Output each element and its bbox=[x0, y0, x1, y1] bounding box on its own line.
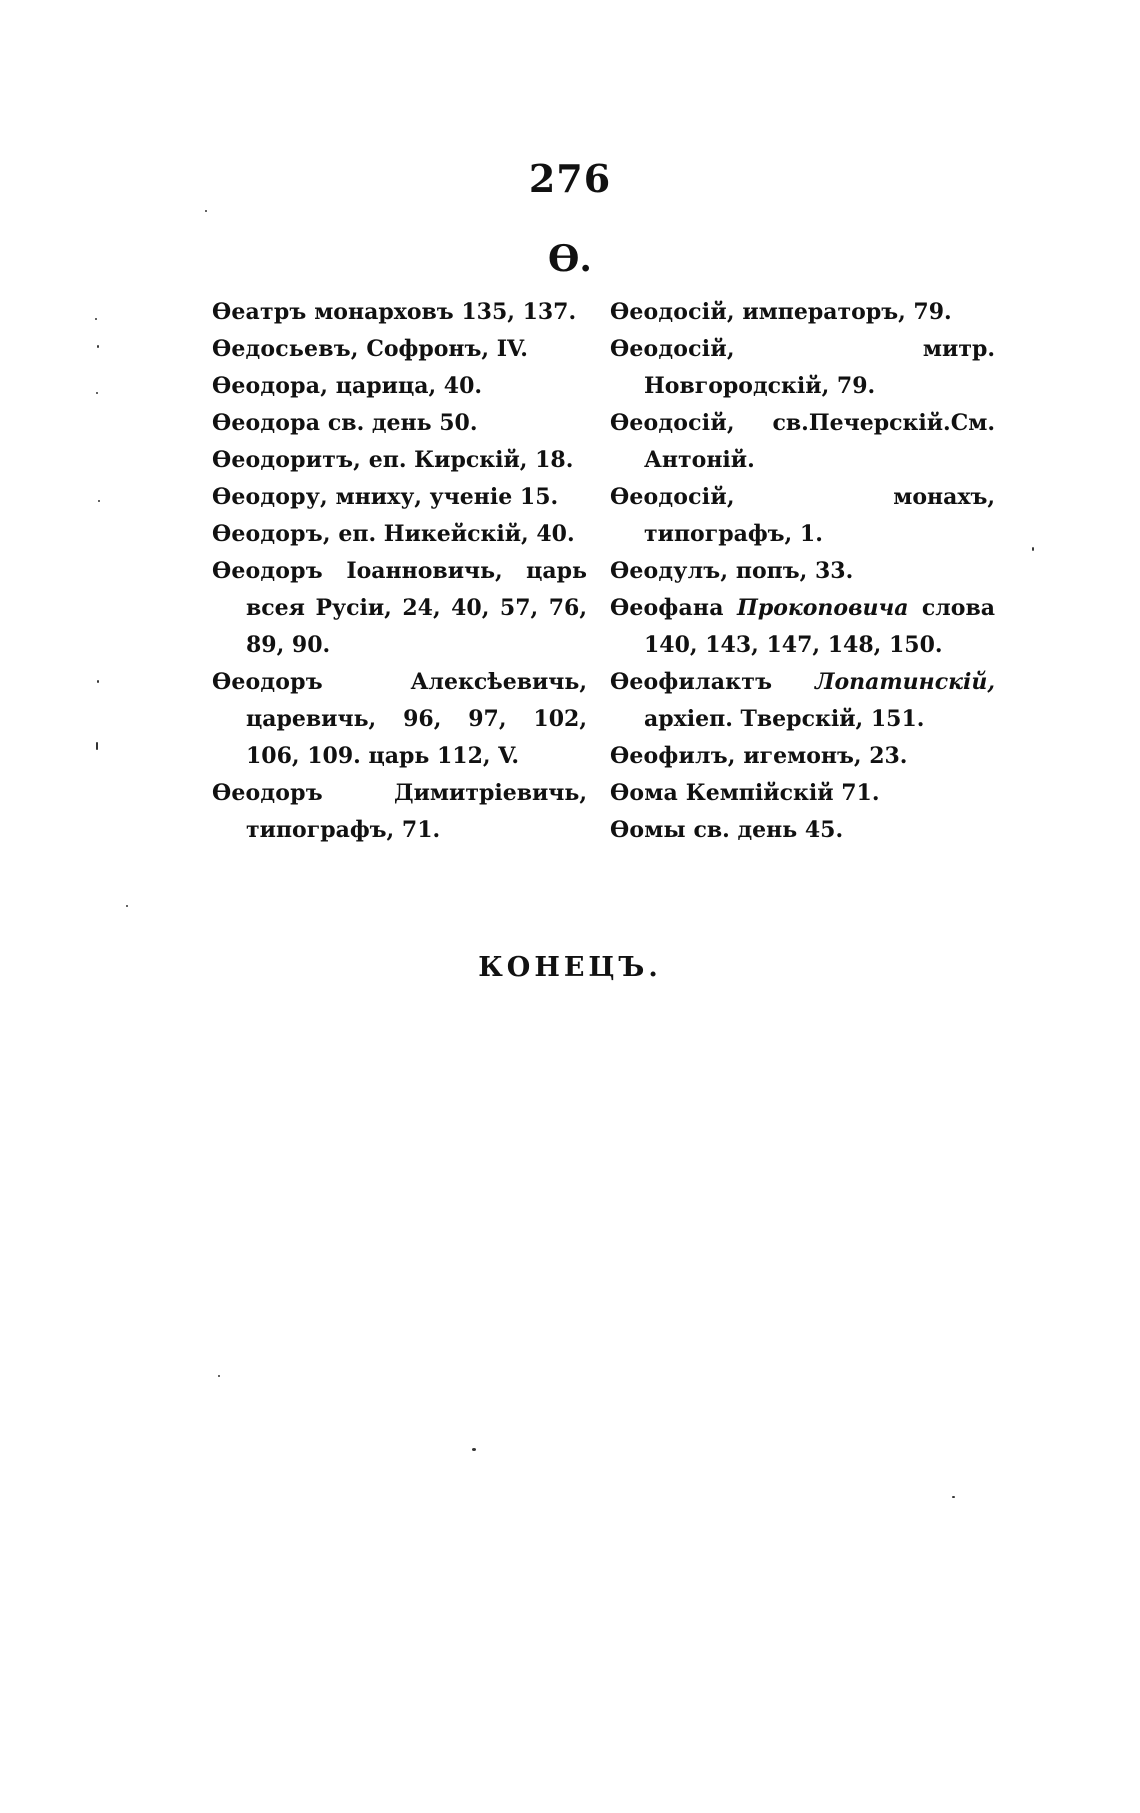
entry-text: слова 140, 143, 147, 148, 150. bbox=[644, 595, 995, 658]
index-entry bbox=[212, 775, 587, 849]
entry-text: мниху, ученіе 15. bbox=[335, 484, 559, 510]
scan-speck bbox=[126, 905, 128, 907]
entry-text: Кемпійскій 71. bbox=[685, 780, 880, 806]
entry-text: Димитріевичь, типографъ, 71. bbox=[246, 780, 587, 843]
entry-text: игемонъ, 23. bbox=[743, 743, 908, 769]
entry-text: св.Печерскій.См. Антоній. bbox=[644, 410, 995, 473]
scan-speck bbox=[96, 742, 98, 750]
index-entry bbox=[610, 664, 995, 738]
page-number: 276 bbox=[528, 156, 612, 201]
index-column-left bbox=[212, 294, 587, 849]
entry-head: Ѳеодору, bbox=[212, 484, 328, 510]
entry-head: Ѳеодосій, bbox=[610, 336, 735, 362]
index-entry bbox=[610, 812, 995, 849]
entry-head: Ѳеодоръ bbox=[212, 558, 323, 584]
index-entry bbox=[610, 294, 995, 331]
index-entry bbox=[212, 442, 587, 479]
scan-speck bbox=[97, 345, 99, 348]
entry-head: Ѳомы bbox=[610, 817, 686, 843]
end-mark: КОНЕЦЪ. bbox=[478, 952, 662, 983]
scan-speck bbox=[1032, 547, 1034, 551]
entry-text: попъ, 33. bbox=[735, 558, 854, 584]
entry-text: архіеп. Тверскій, 151. bbox=[644, 706, 925, 732]
entry-head: Ѳеодоръ bbox=[212, 669, 323, 695]
entry-text: монарховъ 135, 137. bbox=[314, 299, 577, 325]
scan-speck bbox=[98, 500, 100, 502]
entry-text: митр. Новгородскій, 79. bbox=[644, 336, 995, 399]
scan-speck bbox=[952, 1496, 955, 1498]
scan-speck bbox=[205, 210, 207, 212]
index-entry bbox=[610, 331, 995, 405]
scan-speck bbox=[95, 318, 97, 320]
entry-head: Ѳеодора bbox=[212, 410, 321, 436]
entry-head: Ѳома bbox=[610, 780, 679, 806]
entry-head: Ѳеодосій, bbox=[610, 410, 735, 436]
entry-head: Ѳеодоритъ, bbox=[212, 447, 362, 473]
entry-head: Ѳеодосій, bbox=[610, 299, 735, 325]
index-entry bbox=[212, 479, 587, 516]
entry-text: императоръ, 79. bbox=[742, 299, 952, 325]
index-entry bbox=[212, 553, 587, 664]
index-entry bbox=[212, 294, 587, 331]
index-entry bbox=[610, 479, 995, 553]
scan-speck bbox=[472, 1448, 476, 1451]
entry-text: Алексѣевичь, царевичь, 96, 97, 102, 106, 109. царь 112, V. bbox=[246, 669, 587, 769]
entry-head: Ѳедосьевъ, bbox=[212, 336, 359, 362]
index-entry bbox=[212, 664, 587, 775]
scan-speck bbox=[96, 392, 98, 394]
section-heading-letter: Ѳ. bbox=[548, 238, 592, 280]
entry-text: Іоанновичь, царь всея Русіи, 24, 40, 57, 76, 89, 90. bbox=[246, 558, 587, 658]
entry-text: монахъ, типографъ, 1. bbox=[644, 484, 995, 547]
entry-text: еп. Никейскій, 40. bbox=[338, 521, 575, 547]
entry-italic-name: Лопатинскій, bbox=[815, 669, 995, 695]
entry-text: царица, 40. bbox=[335, 373, 483, 399]
index-column-right bbox=[610, 294, 995, 849]
index-entry bbox=[212, 405, 587, 442]
entry-head: Ѳеодоръ bbox=[212, 780, 323, 806]
index-entry bbox=[610, 738, 995, 775]
scan-speck bbox=[218, 1375, 220, 1377]
entry-head: Ѳеодосій, bbox=[610, 484, 735, 510]
entry-head: Ѳеатръ bbox=[212, 299, 307, 325]
entry-italic-name: Прокоповича bbox=[737, 595, 909, 621]
index-entry bbox=[610, 775, 995, 812]
index-entry bbox=[610, 553, 995, 590]
index-entry bbox=[212, 331, 587, 368]
entry-head: Ѳеодулъ, bbox=[610, 558, 729, 584]
index-entry bbox=[212, 368, 587, 405]
entry-head: Ѳеофана bbox=[610, 595, 724, 621]
entry-text: Софронъ, IV. bbox=[366, 336, 528, 362]
entry-text: св. день 45. bbox=[693, 817, 844, 843]
entry-head: Ѳеодора, bbox=[212, 373, 329, 399]
entry-head: Ѳеофилъ, bbox=[610, 743, 736, 769]
scan-speck bbox=[97, 680, 99, 683]
index-entry bbox=[610, 405, 995, 479]
entry-text: св. день 50. bbox=[327, 410, 478, 436]
index-entry bbox=[212, 516, 587, 553]
entry-head: Ѳеофилактъ bbox=[610, 669, 773, 695]
index-entry bbox=[610, 590, 995, 664]
entry-text: еп. Кирскій, 18. bbox=[368, 447, 574, 473]
entry-head: Ѳеодоръ, bbox=[212, 521, 331, 547]
